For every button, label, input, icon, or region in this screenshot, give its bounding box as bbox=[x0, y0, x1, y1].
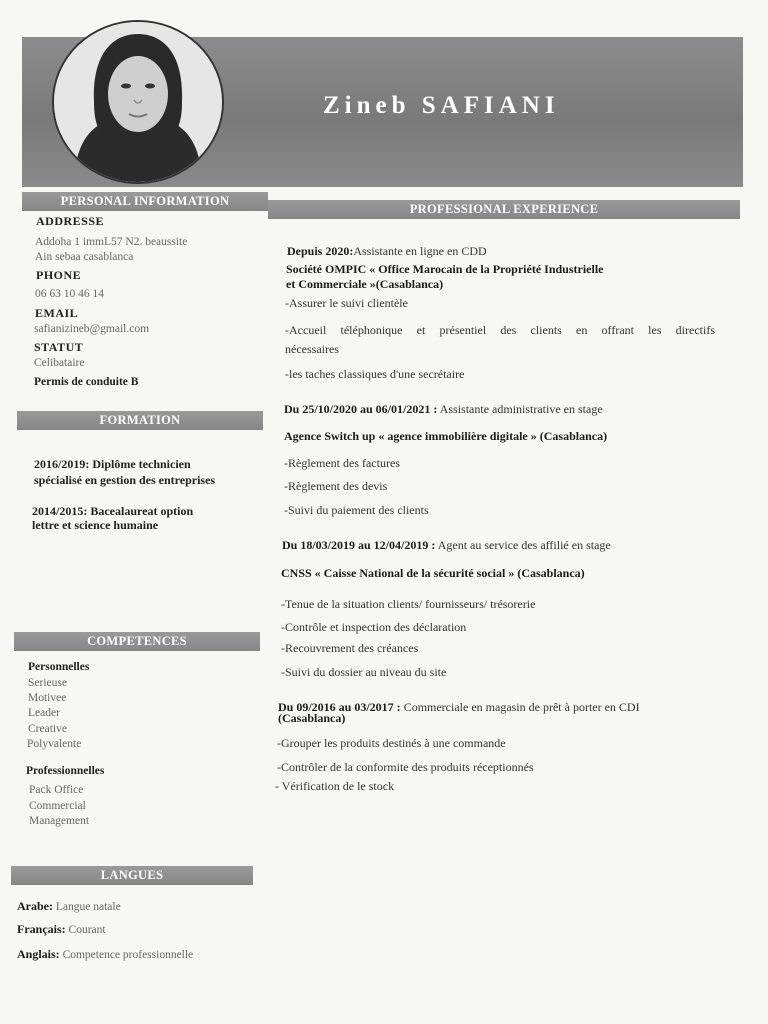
phone-value: 06 63 10 46 14 bbox=[35, 288, 104, 300]
skill-item: Commercial bbox=[29, 800, 86, 812]
experience-task: -Grouper les produits destinés à une commande bbox=[277, 736, 506, 750]
experience-1-header bbox=[287, 244, 487, 259]
candidate-name: Zineb SAFIANI bbox=[323, 92, 560, 119]
skill-item: Polyvalente bbox=[27, 738, 82, 750]
experience-period: Du 09/2016 au 03/2017 : bbox=[278, 700, 401, 714]
statut-label: STATUT bbox=[34, 340, 84, 354]
experience-task: -Accueil téléphonique et présentiel des clients en offrant les directifs bbox=[285, 323, 715, 337]
professionnelles-label: Professionnelles bbox=[26, 765, 105, 777]
formation-year: 2014/2015: bbox=[32, 504, 88, 518]
section-professional-experience: PROFESSIONAL EXPERIENCE bbox=[268, 200, 740, 219]
address-line1: Addoha 1 immL57 N2. beaussite bbox=[35, 236, 188, 248]
skill-item: Serieuse bbox=[28, 677, 67, 689]
experience-3-header bbox=[282, 538, 611, 553]
skill-item: Pack Office bbox=[29, 784, 84, 796]
formation-item-2-line2: lettre et science humaine bbox=[32, 518, 159, 532]
profile-photo bbox=[52, 20, 224, 184]
skill-item: Leader bbox=[28, 707, 60, 719]
experience-2-company: Agence Switch up « agence immobilière digitale » (Casablanca) bbox=[284, 429, 608, 443]
experience-period: Depuis 2020: bbox=[287, 244, 354, 258]
language-name: Anglais: bbox=[17, 947, 60, 961]
statut-value: Celibataire bbox=[34, 357, 85, 369]
experience-task: -Contrôle et inspection des déclaration bbox=[281, 620, 467, 634]
personnelles-label: Personnelles bbox=[28, 661, 90, 673]
experience-task: -Contrôler de la conformite des produits réceptionnés bbox=[277, 760, 534, 774]
experience-role: Assistante administrative en stage bbox=[437, 402, 603, 416]
language-arabe bbox=[17, 899, 121, 914]
permis: Permis de conduite B bbox=[34, 376, 139, 388]
portrait-image bbox=[54, 22, 222, 182]
section-competences: COMPETENCES bbox=[14, 632, 260, 651]
language-francais bbox=[17, 922, 106, 937]
experience-task: -Recouvrement des créances bbox=[281, 641, 419, 655]
formation-title: Diplôme technicien bbox=[89, 457, 191, 471]
formation-year: 2016/2019: bbox=[34, 457, 90, 471]
experience-task: -Règlement des factures bbox=[284, 456, 400, 470]
skill-item: Management bbox=[29, 815, 90, 827]
experience-task: -Tenue de la situation clients/ fournisseurs/ trésorerie bbox=[281, 597, 536, 611]
experience-3-company: CNSS « Caisse National de la sécurité social » (Casablanca) bbox=[281, 566, 585, 580]
experience-period: Du 18/03/2019 au 12/04/2019 : bbox=[282, 538, 436, 552]
phone-label: PHONE bbox=[36, 268, 82, 282]
experience-task: -Assurer le suivi clientèle bbox=[285, 296, 408, 310]
experience-task: - Vérification de le stock bbox=[275, 779, 395, 793]
experience-1-company-line1: Société OMPIC « Office Marocain de la Propriété Industrielle bbox=[286, 262, 604, 276]
email-value: safianizineb@gmail.com bbox=[34, 323, 150, 335]
language-name: Arabe: bbox=[17, 899, 53, 913]
section-personal-information: PERSONAL INFORMATION bbox=[22, 192, 268, 211]
experience-1-company-line2: et Commerciale »(Casablanca) bbox=[286, 277, 444, 291]
formation-item-1-line2: spécialisé en gestion des entreprises bbox=[34, 473, 216, 487]
experience-2-header bbox=[284, 402, 603, 417]
address-line2: Ain sebaa casablanca bbox=[35, 251, 134, 263]
formation-item-1-title bbox=[34, 457, 191, 472]
experience-role: Assistante en ligne en CDD bbox=[353, 244, 487, 258]
experience-task: -Suivi du dossier au niveau du site bbox=[281, 665, 447, 679]
experience-task: -Règlement des devis bbox=[284, 479, 388, 493]
section-formation: FORMATION bbox=[17, 411, 263, 430]
language-level: Competence professionnelle bbox=[59, 949, 194, 961]
experience-role: Agent au service des affilié en stage bbox=[435, 538, 611, 552]
language-anglais bbox=[17, 947, 193, 962]
language-level: Courant bbox=[65, 924, 106, 936]
formation-title: Bacealaureat option bbox=[87, 504, 194, 518]
experience-4-company: (Casablanca) bbox=[278, 711, 346, 725]
language-level: Langue natale bbox=[53, 901, 121, 913]
language-name: Français: bbox=[17, 922, 66, 936]
formation-item-2-title bbox=[32, 504, 193, 519]
experience-task: nécessaires bbox=[285, 342, 339, 356]
experience-period: Du 25/10/2020 au 06/01/2021 : bbox=[284, 402, 438, 416]
section-langues: LANGUES bbox=[11, 866, 253, 885]
skill-item: Motivee bbox=[28, 692, 67, 704]
experience-role: Commerciale en magasin de prêt à porter en CDI bbox=[400, 700, 640, 714]
address-label: ADDRESSE bbox=[36, 214, 105, 228]
experience-task: -Suivi du paiement des clients bbox=[284, 503, 429, 517]
email-label: EMAIL bbox=[35, 306, 79, 320]
experience-task: -les taches classiques d'une secrétaire bbox=[285, 367, 465, 381]
skill-item: Creative bbox=[28, 723, 67, 735]
